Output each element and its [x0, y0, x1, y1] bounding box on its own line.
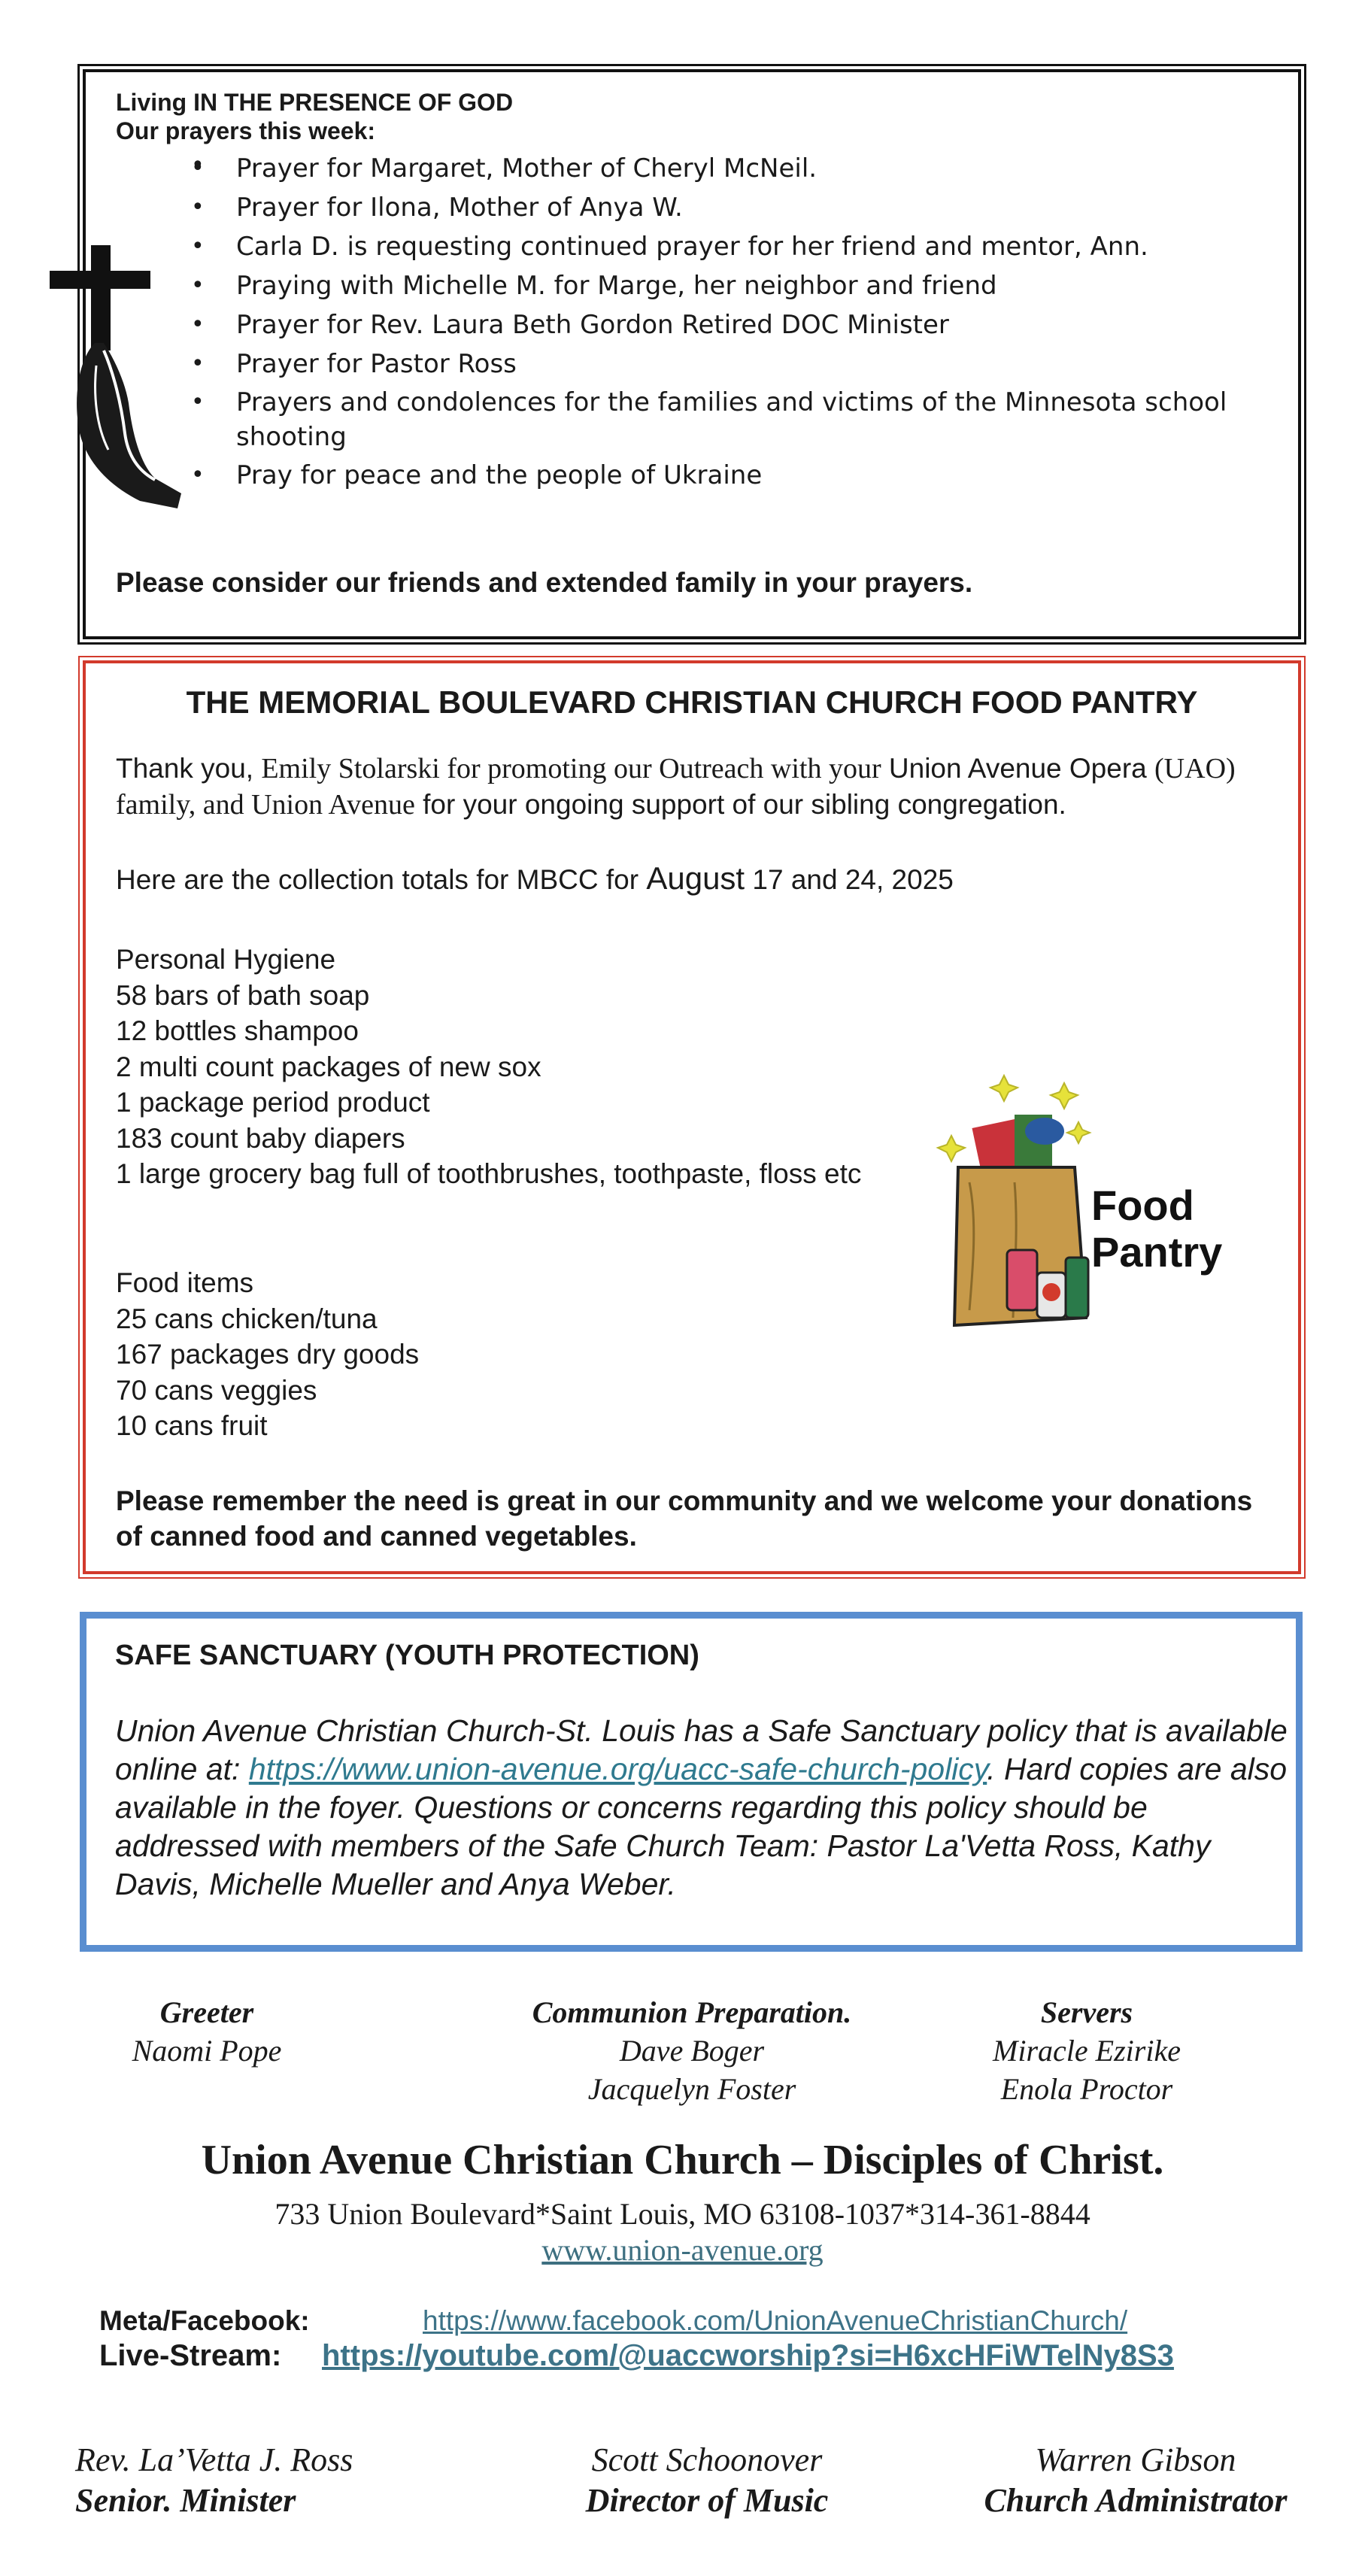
list-item: 58 bars of bath soap: [116, 979, 370, 1011]
staff-admin: [940, 2440, 1331, 2521]
communion-block: [481, 1993, 902, 2108]
list-item: 25 cans chicken/tuna: [116, 1303, 378, 1334]
list-item: • Pray for peace and the people of Ukraine: [191, 457, 1274, 493]
list-item: • Prayer for Margaret, Mother of Cheryl McNeil.: [191, 150, 1274, 187]
list-item: 1 large grocery bag full of toothbrushes, toothpaste, floss etc: [116, 1158, 862, 1189]
safe-body: [115, 1712, 1288, 1904]
pantry-title: THE MEMORIAL BOULEVARD CHRISTIAN CHURCH FOOD PANTRY: [186, 684, 1198, 720]
thanks-serif: Emily Stolarski for promoting our Outreach with your: [261, 753, 881, 784]
prayer-subheading: Our prayers this week:: [116, 117, 376, 144]
facebook-link[interactable]: https://www.facebook.com/UnionAvenueChristianChurch/: [423, 2305, 1128, 2336]
list-item: 167 packages dry goods: [116, 1339, 420, 1370]
communion-name: Jacquelyn Foster: [587, 2072, 796, 2106]
safe-title: SAFE SANCTUARY (YOUTH PROTECTION): [115, 1640, 699, 1671]
servers-label: Servers: [1040, 1995, 1133, 2029]
staff-music: [526, 2440, 887, 2521]
livestream-link[interactable]: https://youtube.com/@uaccworship?si=H6xcHFiWTelNy8S3: [322, 2339, 1174, 2372]
list-item: 2 multi count packages of new sox: [116, 1051, 541, 1082]
greeter-block: [113, 1993, 301, 2070]
thanks-prefix: Thank you,: [116, 753, 254, 784]
prayer-heading: Living IN THE PRESENCE OF GOD: [116, 89, 514, 116]
list-item: 1 package period product: [116, 1087, 430, 1118]
communion-label: Communion Preparation.: [532, 1995, 852, 2029]
totals-dates: 17 and 24, 2025: [752, 864, 954, 895]
safe-text-before: Union Avenue Christian Church-St. Louis has a Safe Sanctuary policy that is available online at:: [115, 1713, 1288, 1786]
list-item: 183 count baby diapers: [116, 1122, 405, 1154]
hygiene-list: [116, 942, 861, 1192]
art-label-pantry: Pantry: [1091, 1228, 1223, 1276]
collection-totals: [116, 860, 954, 898]
hygiene-heading: Personal Hygiene: [116, 944, 336, 975]
church-name: Union Avenue Christian Church – Disciples of Christ.: [201, 2137, 1164, 2183]
staff-title: Director of Music: [585, 2482, 829, 2519]
list-item: 10 cans fruit: [116, 1410, 268, 1441]
server-name: Enola Proctor: [1000, 2072, 1173, 2106]
list-item: • Prayer for Rev. Laura Beth Gordon Retired DOC Minister: [191, 307, 1274, 343]
communion-name: Dave Boger: [619, 2034, 765, 2068]
staff-name: Rev. La’Vetta J. Ross: [75, 2441, 353, 2478]
servers-block: [940, 1993, 1233, 2108]
church-website-row: [0, 2232, 1365, 2268]
thanks-end: for your ongoing support of our sibling congregation.: [423, 789, 1066, 820]
pantry-thanks: [116, 751, 1274, 823]
food-list: [116, 1265, 419, 1444]
food-heading: Food items: [116, 1267, 254, 1298]
facebook-label: Meta/Facebook:: [99, 2305, 310, 2336]
greeter-name: Naomi Pope: [132, 2034, 282, 2068]
safe-text-after: . Hard copies are also available in the foyer. Questions or concerns regarding this policy should be addressed with members of the Safe Church Team: Pastor La'Vetta Ross, Kathy Davis, Michelle Mueller and Anya Weber.: [115, 1752, 1288, 1901]
list-item: • Praying with Michelle M. for Marge, her neighbor and friend: [191, 268, 1274, 304]
food-pantry-section: [83, 660, 1301, 1574]
facebook-row: [99, 2305, 1127, 2337]
livestream-row: [99, 2339, 1174, 2373]
list-item: • Prayer for Ilona, Mother of Anya W.: [191, 190, 1274, 226]
thanks-serif2: (UAO) family, and Union Avenue: [116, 753, 1236, 821]
art-label-food: Food: [1091, 1182, 1194, 1229]
prayer-list: [191, 147, 1274, 496]
food-pantry-bag-icon: [924, 1070, 1225, 1340]
server-name: Miracle Ezirike: [993, 2034, 1181, 2068]
list-item: 70 cans veggies: [116, 1374, 317, 1406]
list-item: • Prayer for Pastor Ross: [191, 346, 1274, 382]
staff-minister: [75, 2440, 421, 2521]
safe-policy-link[interactable]: https://www.union-avenue.org/uacc-safe-church-policy: [248, 1752, 987, 1786]
pantry-closing: Please remember the need is great in our community and we welcome your donations of canned food and canned vegetables.: [116, 1485, 1253, 1552]
staff-title: Senior. Minister: [75, 2482, 296, 2519]
staff-title: Church Administrator: [984, 2482, 1288, 2519]
greeter-label: Greeter: [159, 1995, 254, 2029]
staff-name: Scott Schoonover: [591, 2441, 823, 2478]
list-item: 12 bottles shampoo: [116, 1015, 359, 1046]
church-address: 733 Union Boulevard*Saint Louis, MO 63108-1037*314-361-8844: [275, 2197, 1090, 2231]
livestream-label: Live-Stream:: [99, 2339, 282, 2372]
prayer-section: [83, 69, 1301, 639]
thanks-mid: Union Avenue Opera: [888, 753, 1147, 784]
staff-name: Warren Gibson: [1035, 2441, 1236, 2478]
totals-prefix: Here are the collection totals for MBCC for: [116, 864, 639, 895]
totals-month: August: [646, 860, 745, 896]
praying-hands-cross-icon: [50, 245, 185, 516]
list-item: • Carla D. is requesting continued prayer for her friend and mentor, Ann.: [191, 229, 1274, 265]
prayer-footer: Please consider our friends and extended family in your prayers.: [116, 567, 973, 598]
safe-sanctuary-section: [80, 1612, 1303, 1952]
church-website-link[interactable]: www.union-avenue.org: [541, 2233, 824, 2267]
list-item: • Prayers and condolences for the families and victims of the Minnesota school shooting: [191, 385, 1274, 454]
